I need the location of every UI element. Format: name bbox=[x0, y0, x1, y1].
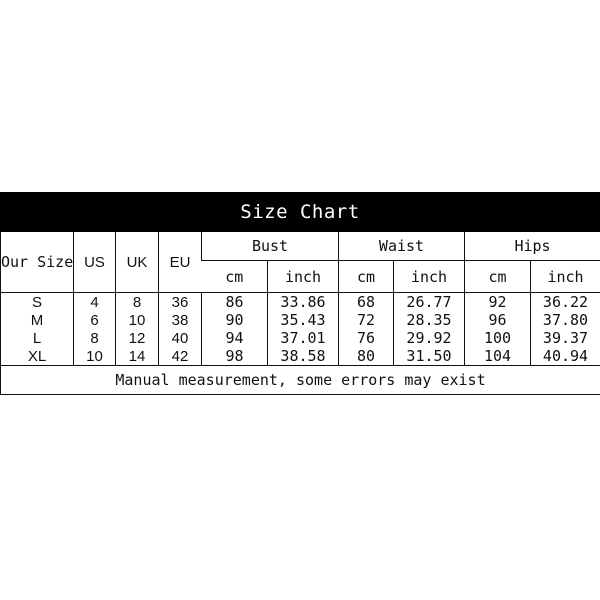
bust-cm-cell: 98 bbox=[202, 347, 268, 366]
header-waist-inch: inch bbox=[394, 261, 465, 293]
bust-cm-cell: 86 bbox=[202, 293, 268, 312]
header-us: US bbox=[74, 232, 116, 293]
hips-cm-cell: 96 bbox=[465, 311, 531, 329]
waist-cm-cell: 76 bbox=[339, 329, 394, 347]
hips-cm-cell: 104 bbox=[465, 347, 531, 366]
header-hips: Hips bbox=[465, 232, 600, 261]
size-cell: M bbox=[30, 311, 44, 329]
eu-cell: 42 bbox=[159, 347, 202, 366]
header-bust-inch: inch bbox=[268, 261, 339, 293]
header-bust-cm: cm bbox=[202, 261, 268, 293]
bust-cm-cell: 90 bbox=[202, 311, 268, 329]
footer-row bbox=[1, 366, 600, 395]
uk-cell: 14 bbox=[116, 347, 159, 366]
waist-cm-cell: 80 bbox=[339, 347, 394, 366]
waist-inch-cell: 28.35 bbox=[394, 311, 465, 329]
bust-inch-cell: 33.86 bbox=[268, 293, 339, 312]
bust-inch-cell: 38.58 bbox=[268, 347, 339, 366]
header-our-size: Our Size bbox=[1, 232, 74, 293]
size-chart bbox=[0, 192, 600, 395]
us-cell: 8 bbox=[74, 329, 116, 347]
bust-inch-cell: 35.43 bbox=[268, 311, 339, 329]
header-waist-cm: cm bbox=[339, 261, 394, 293]
us-cell: 10 bbox=[74, 347, 116, 366]
hips-inch-cell: 40.94 bbox=[531, 347, 600, 366]
hips-inch-cell: 36.22 bbox=[531, 293, 600, 312]
header-uk: UK bbox=[116, 232, 159, 293]
header-hips-cm: cm bbox=[465, 261, 531, 293]
footer-note: Manual measurement, some errors may exist bbox=[1, 366, 600, 395]
size-cell: L bbox=[32, 329, 42, 347]
us-cell: 6 bbox=[74, 311, 116, 329]
table-row bbox=[1, 329, 600, 347]
uk-cell: 12 bbox=[116, 329, 159, 347]
waist-inch-cell: 31.50 bbox=[394, 347, 465, 366]
size-cell: XL bbox=[27, 347, 47, 365]
table-row bbox=[1, 311, 600, 329]
table-row bbox=[1, 293, 600, 312]
us-cell: 4 bbox=[74, 293, 116, 312]
hips-cm-cell: 92 bbox=[465, 293, 531, 312]
header-eu: EU bbox=[159, 232, 202, 293]
header-waist: Waist bbox=[339, 232, 465, 261]
size-cell: S bbox=[31, 293, 42, 311]
header-bust: Bust bbox=[202, 232, 339, 261]
uk-cell: 8 bbox=[116, 293, 159, 312]
table-row bbox=[1, 347, 600, 366]
bust-inch-cell: 37.01 bbox=[268, 329, 339, 347]
eu-cell: 38 bbox=[159, 311, 202, 329]
size-table bbox=[0, 232, 600, 395]
hips-cm-cell: 100 bbox=[465, 329, 531, 347]
chart-title: Size Chart bbox=[0, 192, 600, 232]
waist-cm-cell: 72 bbox=[339, 311, 394, 329]
header-hips-inch: inch bbox=[531, 261, 600, 293]
bust-cm-cell: 94 bbox=[202, 329, 268, 347]
eu-cell: 36 bbox=[159, 293, 202, 312]
waist-cm-cell: 68 bbox=[339, 293, 394, 312]
header-row-groups bbox=[1, 232, 600, 261]
hips-inch-cell: 37.80 bbox=[531, 311, 600, 329]
eu-cell: 40 bbox=[159, 329, 202, 347]
hips-inch-cell: 39.37 bbox=[531, 329, 600, 347]
waist-inch-cell: 26.77 bbox=[394, 293, 465, 312]
waist-inch-cell: 29.92 bbox=[394, 329, 465, 347]
uk-cell: 10 bbox=[116, 311, 159, 329]
